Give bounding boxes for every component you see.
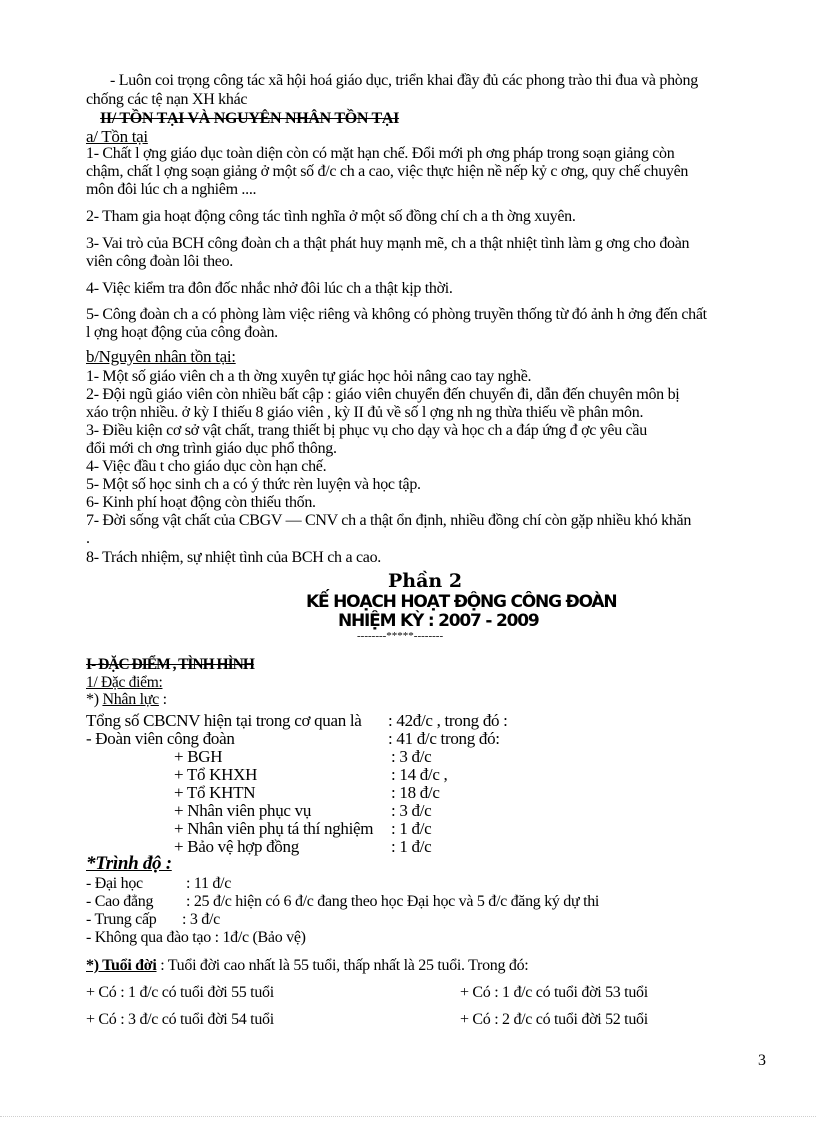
age-item: + Có : 3 đ/c có tuổi đời 54 tuổi	[86, 1011, 274, 1028]
section-i-heading: I- ĐẶC ĐIỂM , TÌNH HÌNH	[86, 656, 254, 673]
staff-row-value: : 14 đ/c ,	[391, 765, 448, 784]
b-line: 7- Đời sống vật chất của CBGV — CNV ch a thật ổn định, nhiều đồng chí còn gặp nhiều khó khăn	[86, 512, 692, 529]
nhan-luc-heading	[86, 691, 167, 709]
nhan-luc-suffix: :	[158, 691, 167, 708]
staff-row-label: + BGH	[174, 747, 223, 766]
qualification-value: : 11 đ/c	[186, 875, 231, 892]
qualification-value: : 3 đ/c	[182, 911, 220, 928]
a-item-1-line-2: chậm, chất l ợng soạn giảng ở một số đ/c ch a cao, việc thực hiện nề nếp kỷ c ơng, quy chế chuyên	[86, 163, 689, 180]
b-line: 5- Một số học sinh ch a có ý thức rèn luyện và học tập.	[86, 476, 421, 493]
qualification-label: - Trung cấp	[86, 911, 157, 928]
tuoi-doi-line	[86, 957, 528, 975]
qualification-label: - Đại học	[86, 875, 143, 892]
union-members-label: - Đoàn viên công đoàn	[86, 729, 235, 748]
b-line: xáo trộn nhiều. ở kỳ I thiếu 8 giáo viên , kỳ II đủ về số l ợng nh ng thừa thiếu về phân môn.	[86, 404, 644, 421]
staff-row-label: + Tổ KHTN	[174, 783, 256, 802]
a-item-3-line-1: 3- Vai trò của BCH công đoàn ch a thật phát huy mạnh mẽ, ch a thật nhiệt tình làm g ơng cho đoàn	[86, 235, 690, 252]
tuoi-doi-label: *) Tuổi đời	[86, 957, 157, 974]
qualification-label: - Không qua đào tạo : 1đ/c (Bảo vệ)	[86, 929, 306, 946]
a-item-4: 4- Việc kiểm tra đôn đốc nhắc nhở đôi lúc ch a thật kịp thời.	[86, 280, 453, 297]
staff-row-value: : 1 đ/c	[391, 819, 432, 838]
divider: --------*****--------	[357, 630, 444, 642]
plan-title: KẾ HOẠCH HOẠT ĐỘNG CÔNG ĐOÀN	[306, 592, 617, 612]
a-heading: a/ Tồn tại	[86, 127, 148, 146]
b-line: 3- Điều kiện cơ sở vật chất, trang thiết bị phục vụ cho dạy và học ch a đáp ứng đ ợc yêu cầu	[86, 422, 647, 439]
b-line: 2- Đội ngũ giáo viên còn nhiều bất cập : giáo viên chuyển đến chuyển đi, dẫn đến chuyên môn bị	[86, 386, 680, 403]
a-item-1-line-1: 1- Chất l ợng giáo dục toàn diện còn có mặt hạn chế. Đổi mới ph ơng pháp trong soạn giảng còn	[86, 145, 675, 162]
part-title: Phần 2	[388, 570, 463, 592]
staff-row-label: + Tổ KHXH	[174, 765, 258, 784]
trinh-do-heading: *Trình độ :	[86, 853, 172, 874]
staff-total-label: Tổng số CBCNV hiện tại trong cơ quan là	[86, 711, 362, 730]
b-line: 6- Kinh phí hoạt động còn thiếu thốn.	[86, 494, 316, 511]
a-item-3-line-2: viên công đoàn lôi theo.	[86, 253, 233, 270]
qualification-value: : 25 đ/c hiện có 6 đ/c đang theo học Đại học và 5 đ/c đăng ký dự thi	[186, 893, 600, 910]
b-line: 1- Một số giáo viên ch a th ờng xuyên tự giác học hỏi nâng cao tay nghề.	[86, 368, 532, 385]
tuoi-doi-text: : Tuổi đời cao nhất là 55 tuổi, thấp nhất là 25 tuổi. Trong đó:	[156, 957, 529, 974]
a-item-2: 2- Tham gia hoạt động công tác tình nghĩa ở một số đồng chí ch a th ờng xuyên.	[86, 208, 576, 225]
a-item-1-line-3: môn đôi lúc ch a nghiêm ....	[86, 181, 257, 198]
dac-diem-heading: 1/ Đặc điểm:	[86, 674, 163, 691]
b-line: 4- Việc đầu t cho giáo dục còn hạn chế.	[86, 458, 327, 475]
staff-row-label: + Nhân viên phụ tá thí nghiệm	[174, 819, 374, 838]
staff-row-value: : 3 đ/c	[391, 747, 432, 766]
nhan-luc-label: Nhân lực	[102, 691, 159, 708]
staff-row-value: : 18 đ/c	[391, 783, 440, 802]
intro-line-1: - Luôn coi trọng công tác xã hội hoá giáo dục, triển khai đầy đủ các phong trào thi đua và phòng	[110, 72, 698, 89]
nhan-luc-prefix: *)	[86, 691, 103, 708]
qualification-label: - Cao đẳng	[86, 893, 154, 910]
age-item: + Có : 1 đ/c có tuổi đời 55 tuổi	[86, 984, 274, 1001]
a-item-5-line-2: l ợng hoạt động của công đoàn.	[86, 324, 278, 341]
b-heading: b/Nguyên nhân tồn tại:	[86, 347, 236, 366]
page-number: 3	[758, 1052, 766, 1069]
staff-total-value: : 42đ/c , trong đó :	[388, 711, 508, 730]
b-line: 8- Trách nhiệm, sự nhiệt tình của BCH ch a cao.	[86, 549, 381, 566]
staff-row-label: + Nhân viên phục vụ	[174, 801, 312, 820]
b-line: đổi mới ch ơng trình giáo dục phổ thông.	[86, 440, 337, 457]
term-title: NHIỆM KỲ : 2007 - 2009	[338, 611, 539, 631]
b-line: .	[86, 530, 90, 547]
a-item-5-line-1: 5- Công đoàn ch a có phòng làm việc riêng và không có phòng truyền thống từ đó ảnh h ởng đến chất	[86, 306, 707, 323]
staff-row-value: : 1 đ/c	[391, 837, 432, 856]
staff-row-label: + Bảo vệ hợp đồng	[174, 837, 299, 856]
union-members-value: : 41 đ/c trong đó:	[388, 729, 500, 748]
section-ii-heading: II/ TỒN TẠI VÀ NGUYÊN NHÂN TỒN TẠI	[100, 110, 400, 127]
age-item: + Có : 2 đ/c có tuổi đời 52 tuổi	[460, 1011, 648, 1028]
staff-row-value: : 3 đ/c	[391, 801, 432, 820]
page-edge-divider	[0, 1116, 816, 1118]
age-item: + Có : 1 đ/c có tuổi đời 53 tuổi	[460, 984, 648, 1001]
intro-line-2: chống các tệ nạn XH khác	[86, 91, 248, 108]
